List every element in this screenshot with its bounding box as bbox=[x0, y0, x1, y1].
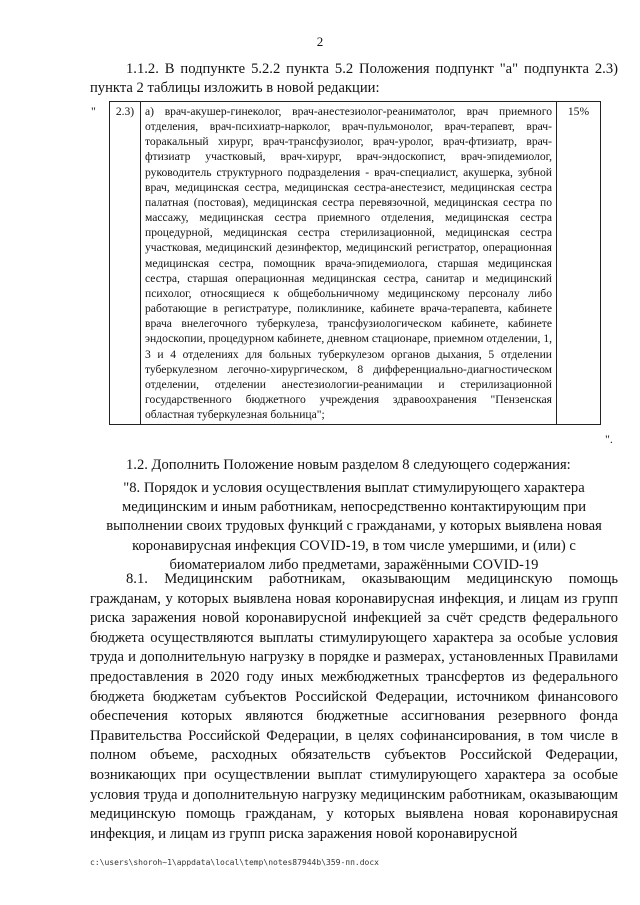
table-open-quote: " bbox=[91, 104, 96, 118]
row-number-cell: 2.3) bbox=[110, 102, 141, 425]
percent-cell: 15% bbox=[557, 102, 601, 425]
table-row bbox=[110, 102, 601, 425]
positions-text-cell: а) врач-акушер-гинеколог, врач-анестезиолог-реаниматолог, врач приемного отделения, врач-психиатр-нарколог, врач-пульмонолог, врач-терапевт, врач-торакальный хирург, врач-трансфузиолог, врач-уролог, врач-фтизиатр, врач-фтизиатр участковый, врач-хирург, врач-эндоскопист, врач-эпидемиолог, руководитель структурного подразделения - врач-специалист, акушерка, зубной врач, медицинская сестра, медицинская сестра-анестезист, медицинская сестра палатная (постовая), медицинская сестра перевязочной, медицинская сестра по массажу, медицинская сестра приемного отделения, медицинская сестра процедурной, медицинская сестра стерилизационной, медицинская сестра участковая, медицинский дезинфектор, медицинский регистратор, операционная медицинская сестра, помощник врача-эпидемиолога, старшая медицинская сестра, старшая операционная медицинская сестра, санитар и медицинский психолог, относящиеся к общебольничному медицинскому персоналу либо работающие в регистратуре, поликлинике, кабинете врача-терапевта, кабинете врача внелегочного туберкулеза, трансфузиологическом кабинете, кабинете эндоскопии, процедурном кабинете, дневном стационаре, приемном отделении, 1, 3 и 4 отделениях для больных туберкулезом органов дыхания, 5 отделении туберкулезном легочно-хирургическом, 8 дифференциально-диагностическом отделении, отделении анестезиологии-реанимации и стерилизационной государственного бюджетного учреждения здравоохранения "Пензенская областная туберкулезная больница"; bbox=[141, 102, 557, 425]
table-close-quote: ". bbox=[605, 432, 613, 446]
intro-paragraph: 1.1.2. В подпункте 5.2.2 пункта 5.2 Положения подпункт "а" подпункта 2.3) пункта 2 таблицы изложить в новой редакции: bbox=[90, 61, 618, 96]
footer-file-path: c:\users\shoroh~1\appdata\local\temp\notes87944b\359-пп.docx bbox=[90, 858, 379, 867]
clause-paragraph: 8.1. Медицинским работникам, оказывающим медицинскую помощь гражданам, у которых выявлена новая коронавирусная инфекция, и лицам из групп риска заражения новой коронавирусной инфекцией за счёт средств федерального бюджета осуществляются выплаты стимулирующего характера за особые условия труда и дополнительную нагрузку в порядке и размерах, установленных Правилами предоставления в 2020 году иных межбюджетных трансфертов из федерального бюджета бюджетам субъектов Российской Федерации, источником финансового обеспечения которых являются бюджетные ассигнования резервного фонда Правительства Российской Федерации, в целях софинансирования, в том числе в полном объеме, расходных обязательств субъектов Российской Федерации, возникающих при осуществлении выплат стимулирующего характера за особые условия труда и дополнительную нагрузку медицинским работникам, оказывающим медицинскую помощь гражданам, у которых выявлена новая коронавирусная инфекция, и лицам из групп риска заражения новой коронавирусной bbox=[90, 571, 618, 842]
page-number: 2 bbox=[316, 34, 324, 49]
section-heading: "8. Порядок и условия осуществления выплат стимулирующего характера медицинским и иным работникам, непосредственно контактирующим при выполнении своих трудовых функций с гражданами, у которых выявлена новая коронавирусная инфекция COVID-19, в том числе умершими, и (или) с биоматериалом либо предметами, заражёнными COVID-19 bbox=[106, 480, 602, 573]
position-table bbox=[109, 101, 601, 425]
addition-paragraph: 1.2. Дополнить Положение новым разделом 8 следующего содержания: bbox=[126, 457, 571, 473]
